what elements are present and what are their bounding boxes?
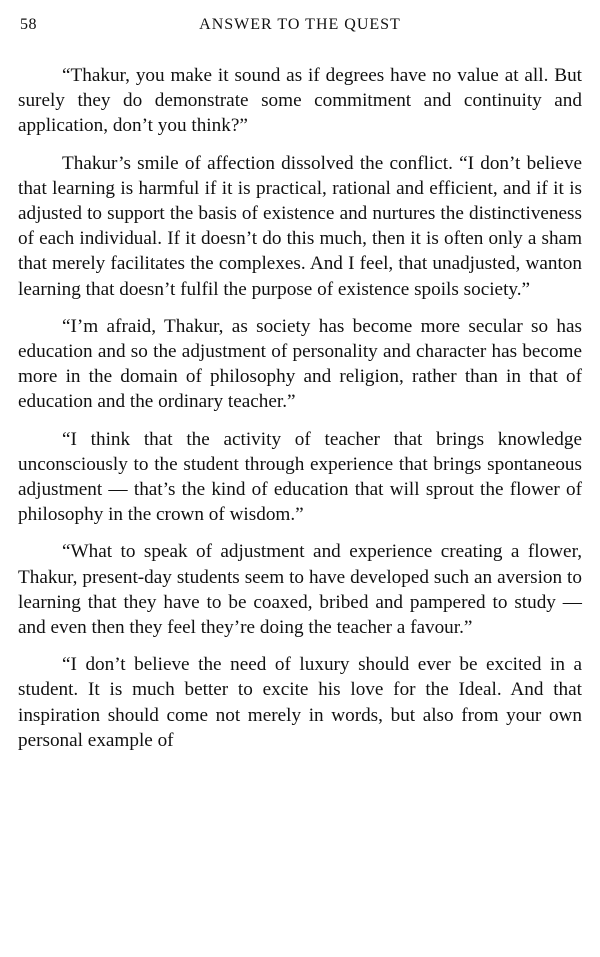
paragraph: “What to speak of adjustment and experience creating a flower, Thakur, present-day students seem to have developed such an aversion to learning that they have to be coaxed, bribed and pampered to study — and even then they feel they’re doing the teacher a favour.” [18,541,582,639]
paragraph: Thakur’s smile of affection dissolved the conflict. “I don’t believe that learning is harmful if it is practical, rational and efficient, and if it is adjusted to support the basis of existence and nurtures the distinctiveness of each individual. If it doesn’t do this much, then it is often only a sham that merely facilitates the complexes. And I feel, that unadjusted, wanton learning that doesn’t fulfil the purpose of existence spoils society.” [18,152,582,300]
paragraph: “Thakur, you make it sound as if degrees have no value at all. But surely they do demonstrate some commitment and continuity and application, don’t you think?” [18,65,582,137]
page-number: 58 [20,16,37,33]
page-header [18,16,582,44]
paragraph: “I’m afraid, Thakur, as society has become more secular so has education and so the adjustment of personality and character has become more in the domain of philosophy and religion, rather than in that of education and the ordinary teacher.” [18,315,582,413]
running-head: ANSWER TO THE QUEST [199,16,401,33]
body-text [18,63,582,765]
paragraph: “I think that the activity of teacher that brings knowledge unconsciously to the student through experience that brings spontaneous adjustment — that’s the kind of education that will sprout the flower of philosophy in the crown of wisdom.” [18,428,582,526]
paragraph: “I don’t believe the need of luxury should ever be excited in a student. It is much better to excite his love for the Ideal. And that inspiration should come not merely in words, but also from your own personal example of [18,654,582,751]
